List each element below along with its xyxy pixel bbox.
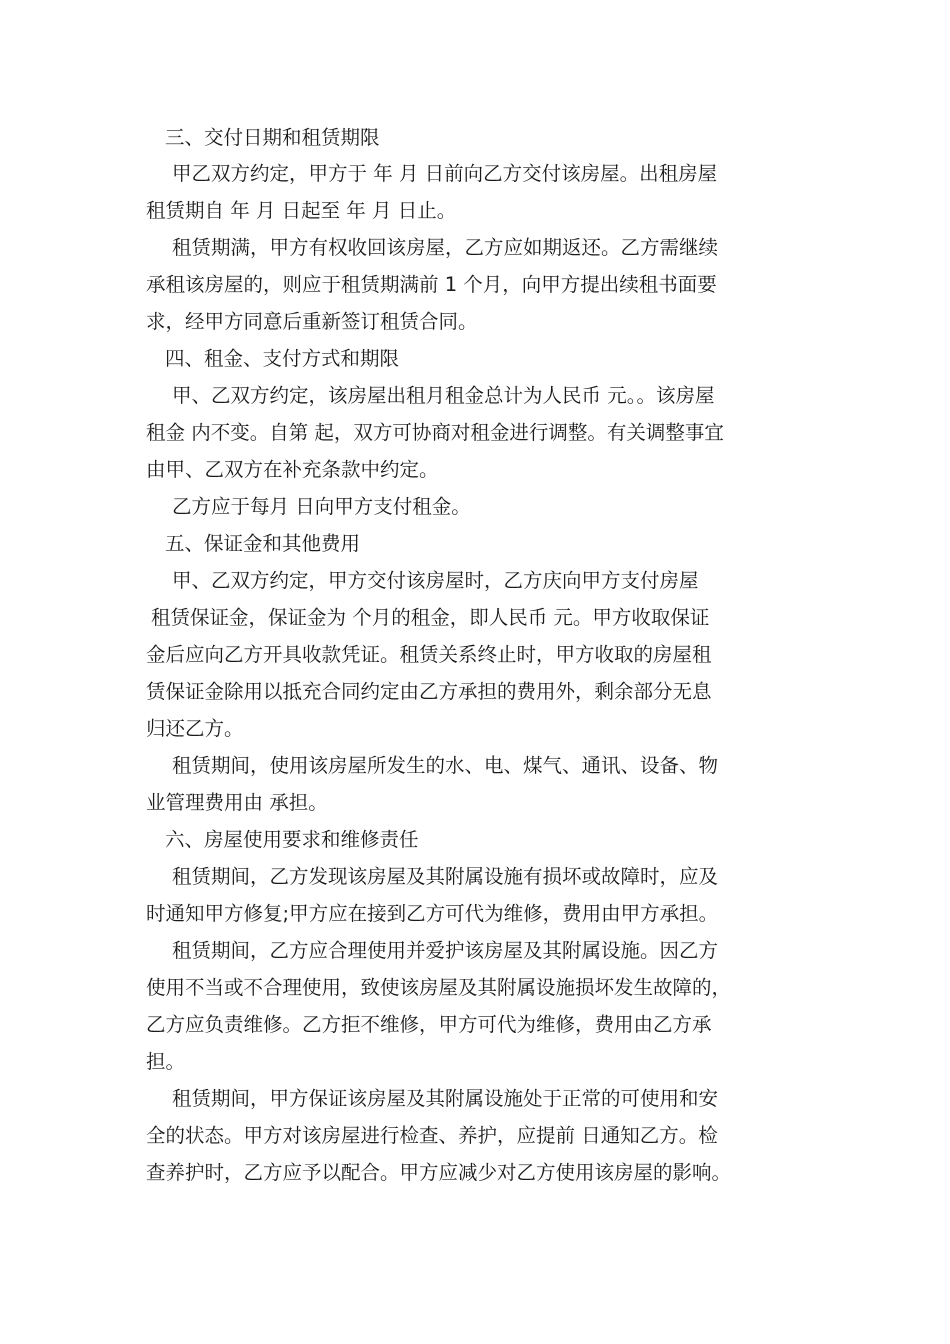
section-heading: 五、保证金和其他费用 bbox=[165, 532, 361, 555]
paragraph-line: 金后应向乙方开具收款凭证。租赁关系终止时，甲方收取的房屋租 bbox=[146, 643, 712, 666]
paragraph-line: 归还乙方。 bbox=[146, 717, 244, 740]
paragraph-line: 租赁保证金，保证金为 个月的租金，即人民币 元。甲方收取保证 bbox=[151, 606, 710, 629]
paragraph-line: 租金 内不变。自第 起，双方可协商对租金进行调整。有关调整事宜 bbox=[146, 421, 724, 444]
paragraph-line: 时通知甲方修复;甲方应在接到乙方可代为维修，费用由甲方承担。 bbox=[146, 902, 719, 925]
paragraph-line: 业管理费用由 承担。 bbox=[146, 791, 328, 814]
paragraph-line: 承租该房屋的，则应于租赁期满前 1 个月，向甲方提出续租书面要 bbox=[146, 273, 717, 296]
paragraph-line: 赁保证金除用以抵充合同约定由乙方承担的费用外，剩余部分无息 bbox=[146, 680, 712, 703]
section-heading: 六、房屋使用要求和维修责任 bbox=[165, 828, 419, 851]
paragraph-line: 由甲、乙双方在补充条款中约定。 bbox=[146, 458, 439, 481]
paragraph-line: 乙方应于每月 日向甲方支付租金。 bbox=[172, 495, 471, 518]
paragraph-line: 甲乙双方约定，甲方于 年 月 日前向乙方交付该房屋。出租房屋 bbox=[172, 162, 718, 185]
paragraph-line: 乙方应负责维修。乙方拒不维修，甲方可代为维修，费用由乙方承 bbox=[146, 1013, 712, 1036]
paragraph-line: 租赁期间，乙方发现该房屋及其附属设施有损坏或故障时，应及 bbox=[172, 865, 719, 888]
paragraph-line: 求，经甲方同意后重新签订租赁合同。 bbox=[146, 310, 478, 333]
paragraph-line: 租赁期自 年 月 日起至 年 月 日止。 bbox=[146, 199, 457, 222]
section-heading: 三、交付日期和租赁期限 bbox=[165, 126, 380, 149]
section-heading: 四、租金、支付方式和期限 bbox=[165, 347, 400, 370]
paragraph-line: 全的状态。甲方对该房屋进行检查、养护，应提前 日通知乙方。检 bbox=[146, 1124, 718, 1147]
paragraph-line: 租赁期间，使用该房屋所发生的水、电、煤气、通讯、设备、物 bbox=[172, 754, 719, 777]
paragraph-line: 租赁期间，乙方应合理使用并爱护该房屋及其附属设施。因乙方 bbox=[172, 939, 719, 962]
paragraph-line: 使用不当或不合理使用，致使该房屋及其附属设施损坏发生故障的， bbox=[146, 976, 732, 999]
paragraph-line: 担。 bbox=[146, 1050, 186, 1073]
paragraph-line: 甲、乙双方约定，甲方交付该房屋时，乙方庆向甲方支付房屋 bbox=[172, 569, 699, 592]
paragraph-line: 甲、乙双方约定，该房屋出租月租金总计为人民币 元。。该房屋 bbox=[172, 384, 715, 407]
paragraph-line: 查养护时，乙方应予以配合。甲方应减少对乙方使用该房屋的影响。 bbox=[146, 1161, 732, 1184]
paragraph-line: 租赁期满，甲方有权收回该房屋，乙方应如期返还。乙方需继续 bbox=[172, 236, 719, 259]
paragraph-line: 租赁期间，甲方保证该房屋及其附属设施处于正常的可使用和安 bbox=[172, 1087, 719, 1110]
